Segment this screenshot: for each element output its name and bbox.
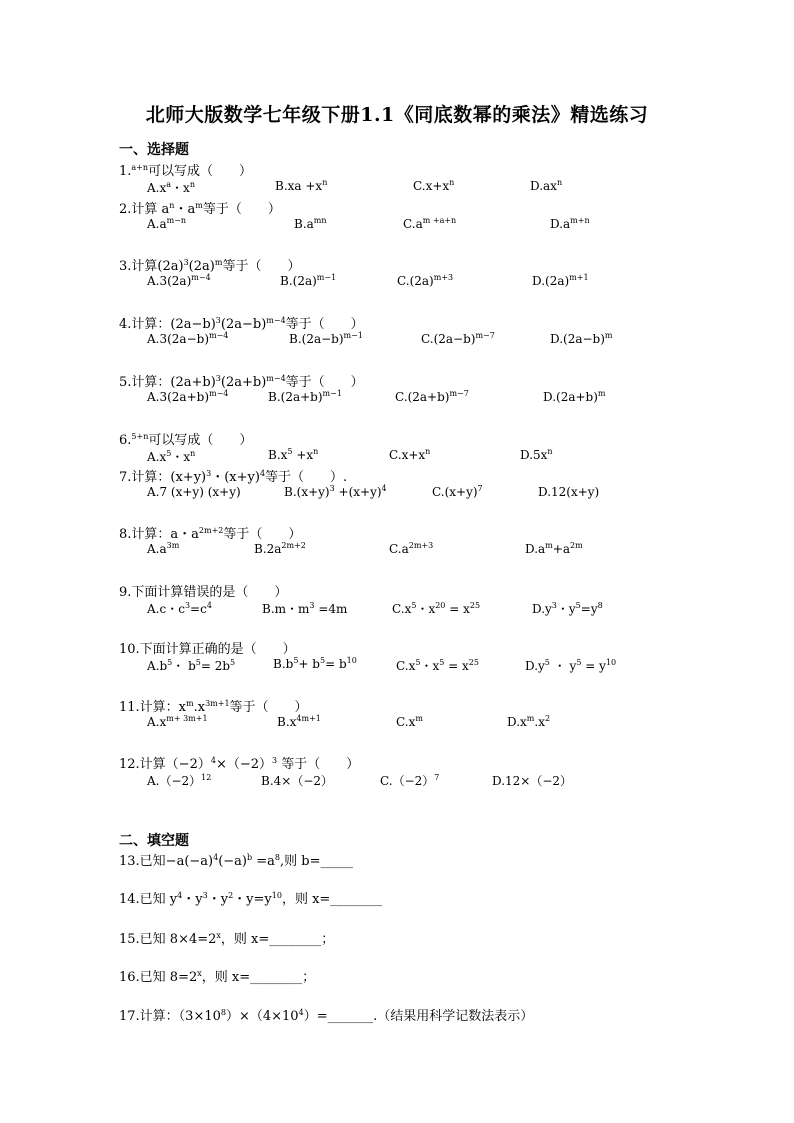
superscript: m +a+n (422, 216, 457, 225)
superscript: 2m+3 (408, 541, 434, 550)
superscript: 2 (544, 714, 551, 723)
answer-option-d: $D.(2a-b)^m$ (550, 331, 613, 346)
superscript: m−7 (475, 331, 495, 340)
superscript: 3m+1 (205, 699, 230, 708)
section-fill-heading: 二、填空题 (119, 833, 189, 849)
superscript: 5 (293, 656, 299, 665)
answer-option-b: $B.x^5 +x^n$ (268, 447, 319, 462)
superscript: 3 (309, 601, 315, 610)
superscript: n (190, 449, 196, 458)
superscript: 3 (184, 601, 191, 610)
answer-option-b: $B.2a^{2m+2}$ (254, 541, 306, 556)
superscript: 3 (206, 469, 212, 478)
superscript: m (526, 714, 535, 723)
answer-option-a: $A.x^5$・$x^n$ (147, 449, 196, 464)
superscript: 2 (228, 891, 234, 900)
superscript: 5 (544, 658, 550, 667)
question-stem: 12.计算$(-2)^4\times(-2)^3$ 等于（ ） (119, 756, 360, 772)
answer-option-d: $D.(2a+b)^m$ (543, 389, 606, 404)
superscript: 2m+2 (198, 526, 224, 535)
answer-option-b: $B.b^5+ b^5= b^{10}$ (273, 656, 357, 671)
fill-question: 17.计算：$(3\times 10^8)\times(4\times 10^4)=\_\_\_\_\_\_\_$.（结果用科学记数法表示） (119, 1008, 534, 1024)
superscript: n (449, 178, 455, 187)
answer-option-d: $D.a^m+a^{2m}$ (525, 541, 583, 556)
superscript: m−4 (209, 331, 229, 340)
superscript: 3 (329, 484, 335, 493)
answer-option-d: $D.(2a)^{m+1}$ (532, 273, 589, 288)
superscript: x (197, 969, 202, 978)
superscript: 5 (167, 658, 173, 667)
superscript: m (604, 331, 613, 340)
answer-option-b: $B.xa +x^n$ (275, 178, 328, 193)
question-stem: 1.$^{a+n}$可以写成（ ） (119, 163, 253, 179)
superscript: m−4 (266, 374, 286, 383)
answer-option-b: B.4×（−2） (261, 774, 334, 788)
superscript: 4 (259, 469, 266, 478)
superscript: m−4 (209, 389, 229, 398)
answer-option-d: $D.a^{m+n}$ (550, 216, 590, 231)
superscript: 4m+1 (296, 714, 321, 723)
superscript: 8 (597, 601, 603, 610)
answer-option-a: $A.a^{m-n}$ (147, 216, 187, 231)
answer-option-c: $C.(x+y)^7$ (432, 484, 483, 499)
answer-option-c: $C.x^m$ (396, 714, 423, 729)
superscript: n (169, 201, 175, 210)
answer-option-c: $C.x^5$・$x^5 = x^{25}$ (396, 658, 479, 673)
question-stem: 4.计算：$(2a-b)^3(2a-b)^{m-4}$等于（ ） (119, 316, 364, 332)
answer-option-c: $C.a^{m +a+n}$ (403, 216, 457, 231)
superscript: m (545, 541, 553, 550)
superscript: 10 (346, 656, 357, 665)
question-stem: 3.计算$(2a)^3(2a)^m$等于（ ） (119, 258, 301, 274)
superscript: n (313, 447, 319, 456)
question-stem: 6.$^{5+n}$可以写成（ ） (119, 432, 253, 448)
superscript: 8 (274, 853, 280, 862)
superscript: 5 (439, 658, 445, 667)
superscript: n (556, 178, 563, 187)
superscript: 3 (551, 601, 557, 610)
answer-option-b: $B.(2a)^{m-1}$ (280, 273, 337, 288)
answer-option-d: $D.y^5$ ・ $y^5 = y^{10}$ (525, 658, 617, 673)
answer-option-a: $A.3(2a-b)^{m-4}$ (147, 331, 229, 346)
fill-question: 16.已知 $8=2^x$，则 x=________； (119, 969, 316, 985)
superscript: 5 (287, 447, 293, 456)
question-stem: 10.下面计算正确的是（ ） (119, 642, 296, 657)
superscript: 3 (272, 756, 278, 765)
superscript: m (195, 201, 203, 210)
superscript: m−4 (266, 316, 286, 325)
superscript: 3 (202, 891, 208, 900)
answer-option-c: $C.(2a)^{m+3}$ (397, 273, 454, 288)
superscript: 5 (166, 449, 172, 458)
fill-question: 15.已知 $8\times 4=2^x$，则 x=________； (119, 931, 335, 947)
superscript: m+n (570, 216, 590, 225)
superscript: n (322, 178, 328, 187)
superscript: m−1 (316, 273, 337, 282)
superscript: n (189, 180, 195, 189)
superscript: mn (313, 216, 327, 225)
answer-option-c: $C.a^{2m+3}$ (389, 541, 434, 556)
answer-option-c: $C.(-2)^7$ (380, 773, 440, 788)
superscript: 5 (319, 656, 326, 665)
superscript: 5 (411, 601, 417, 610)
question-stem: 2.计算 $a^n$・$a^m$等于（ ） (119, 201, 281, 217)
superscript: 3 (215, 316, 221, 325)
superscript: m−4 (191, 273, 211, 282)
superscript: n (425, 447, 431, 456)
superscript: m−n (166, 216, 187, 225)
superscript: 4 (177, 891, 183, 900)
superscript: m (214, 258, 223, 267)
superscript: m−7 (449, 389, 469, 398)
superscript: a (166, 180, 172, 189)
superscript: m+3 (433, 273, 454, 282)
superscript: 3m (166, 541, 180, 550)
answer-option-a: $A.b^5$・ $b^5= 2b^5$ (147, 658, 236, 673)
superscript: 8 (220, 1008, 226, 1017)
superscript: 5 (575, 601, 581, 610)
page-title: 北师大版数学七年级下册1.1《同底数幂的乘法》精选练习 (145, 104, 649, 126)
answer-option-d: D.12×（−2） (492, 774, 573, 788)
superscript: m+1 (569, 273, 589, 282)
superscript: 12 (201, 773, 212, 782)
superscript: 7 (434, 773, 440, 782)
superscript: 5 (576, 658, 582, 667)
superscript: x (216, 931, 221, 940)
question-stem: 9.下面计算错误的是（ ） (119, 585, 288, 600)
superscript: 20 (435, 601, 446, 610)
superscript: 4 (206, 601, 212, 610)
fill-question: 14.已知 $y^4$・$y^3$・$y^2$・$y=y^{10}$，则 x=________ (119, 891, 383, 907)
superscript: m−1 (322, 389, 342, 398)
superscript: m (597, 389, 606, 398)
answer-option-d: $D.ax^n$ (530, 178, 563, 193)
superscript: m (415, 714, 423, 723)
superscript: 2m (569, 541, 583, 550)
section-choice-heading: 一、选择题 (119, 142, 189, 158)
superscript: 25 (469, 601, 481, 610)
answer-option-a: $A.x^{m+ 3m+1}$ (147, 714, 208, 729)
question-stem: 11.计算：$x^m.x^{3m+1}$等于（ ） (119, 699, 308, 715)
superscript: 2m+2 (281, 541, 306, 550)
superscript: 25 (468, 658, 479, 667)
answer-option-d: D.12(x+y) (538, 485, 600, 499)
superscript: 5 (415, 658, 421, 667)
superscript: 4 (210, 756, 216, 765)
question-stem: 7.计算：$(x+y)^3$・$(x+y)^4$等于（ ）. (119, 469, 348, 485)
answer-option-b: $B.(2a+b)^{m-1}$ (268, 389, 342, 404)
fill-question: 13.已知$-a(-a)^4(-a)^b =a^8$,则 b=_____ (119, 853, 353, 869)
answer-option-a: $A.3(2a)^{m-4}$ (147, 273, 211, 288)
answer-option-a: A.c・$c^3=c^4$ (147, 601, 212, 616)
superscript: b (247, 853, 253, 862)
superscript: 7 (477, 484, 483, 493)
answer-option-c: $C.(2a-b)^{m-7}$ (421, 331, 495, 346)
answer-option-c: $C.x^5$・$x^{20} = x^{25}$ (392, 601, 481, 616)
answer-option-a: A.7 (x+y) (x+y) (147, 485, 241, 499)
answer-option-a: $A.a^{3m}$ (147, 541, 180, 556)
answer-option-d: $D.y^3$・$y^5=y^8$ (532, 601, 603, 616)
superscript: 3 (215, 374, 221, 383)
answer-option-b: $B.a^{mn}$ (294, 216, 327, 231)
superscript: 3 (183, 258, 189, 267)
superscript: 10 (271, 891, 282, 900)
superscript: 4 (213, 853, 219, 862)
answer-option-c: $C.x+x^n$ (413, 178, 455, 193)
superscript: 5 (230, 658, 236, 667)
superscript: 5+n (131, 432, 149, 441)
answer-option-c: $C.(2a+b)^{m-7}$ (395, 389, 469, 404)
answer-option-b: $B.x^{4m+1}$ (277, 714, 321, 729)
superscript: n (547, 447, 553, 456)
superscript: 10 (605, 658, 617, 667)
answer-option-d: $D.x^m.x^2$ (507, 714, 551, 729)
superscript: m (186, 699, 194, 708)
question-stem: 8.计算：a・$a^{2m+2}$等于（ ） (119, 526, 302, 542)
superscript: 4 (381, 484, 387, 493)
answer-option-b: B.m・$m^3 =4m$ (262, 601, 348, 616)
superscript: a+n (131, 163, 149, 172)
answer-option-d: $D.5x^n$ (520, 447, 553, 462)
answer-option-b: $B.(x+y)^3 +(x+y)^4$ (284, 484, 387, 499)
superscript: m+ 3m+1 (166, 714, 208, 723)
answer-option-b: $B.(2a-b)^{m-1}$ (289, 331, 363, 346)
superscript: m−1 (343, 331, 363, 340)
superscript: 5 (195, 658, 201, 667)
answer-option-c: $C.x+x^n$ (389, 447, 431, 462)
answer-option-a: $A.(-2)^{12}$ (147, 773, 212, 788)
answer-option-a: $A.x^a$・$x^n$ (147, 180, 195, 195)
superscript: 4 (298, 1008, 304, 1017)
answer-option-a: $A.3(2a+b)^{m-4}$ (147, 389, 229, 404)
question-stem: 5.计算：$(2a+b)^3(2a+b)^{m-4}$等于（ ） (119, 374, 364, 390)
